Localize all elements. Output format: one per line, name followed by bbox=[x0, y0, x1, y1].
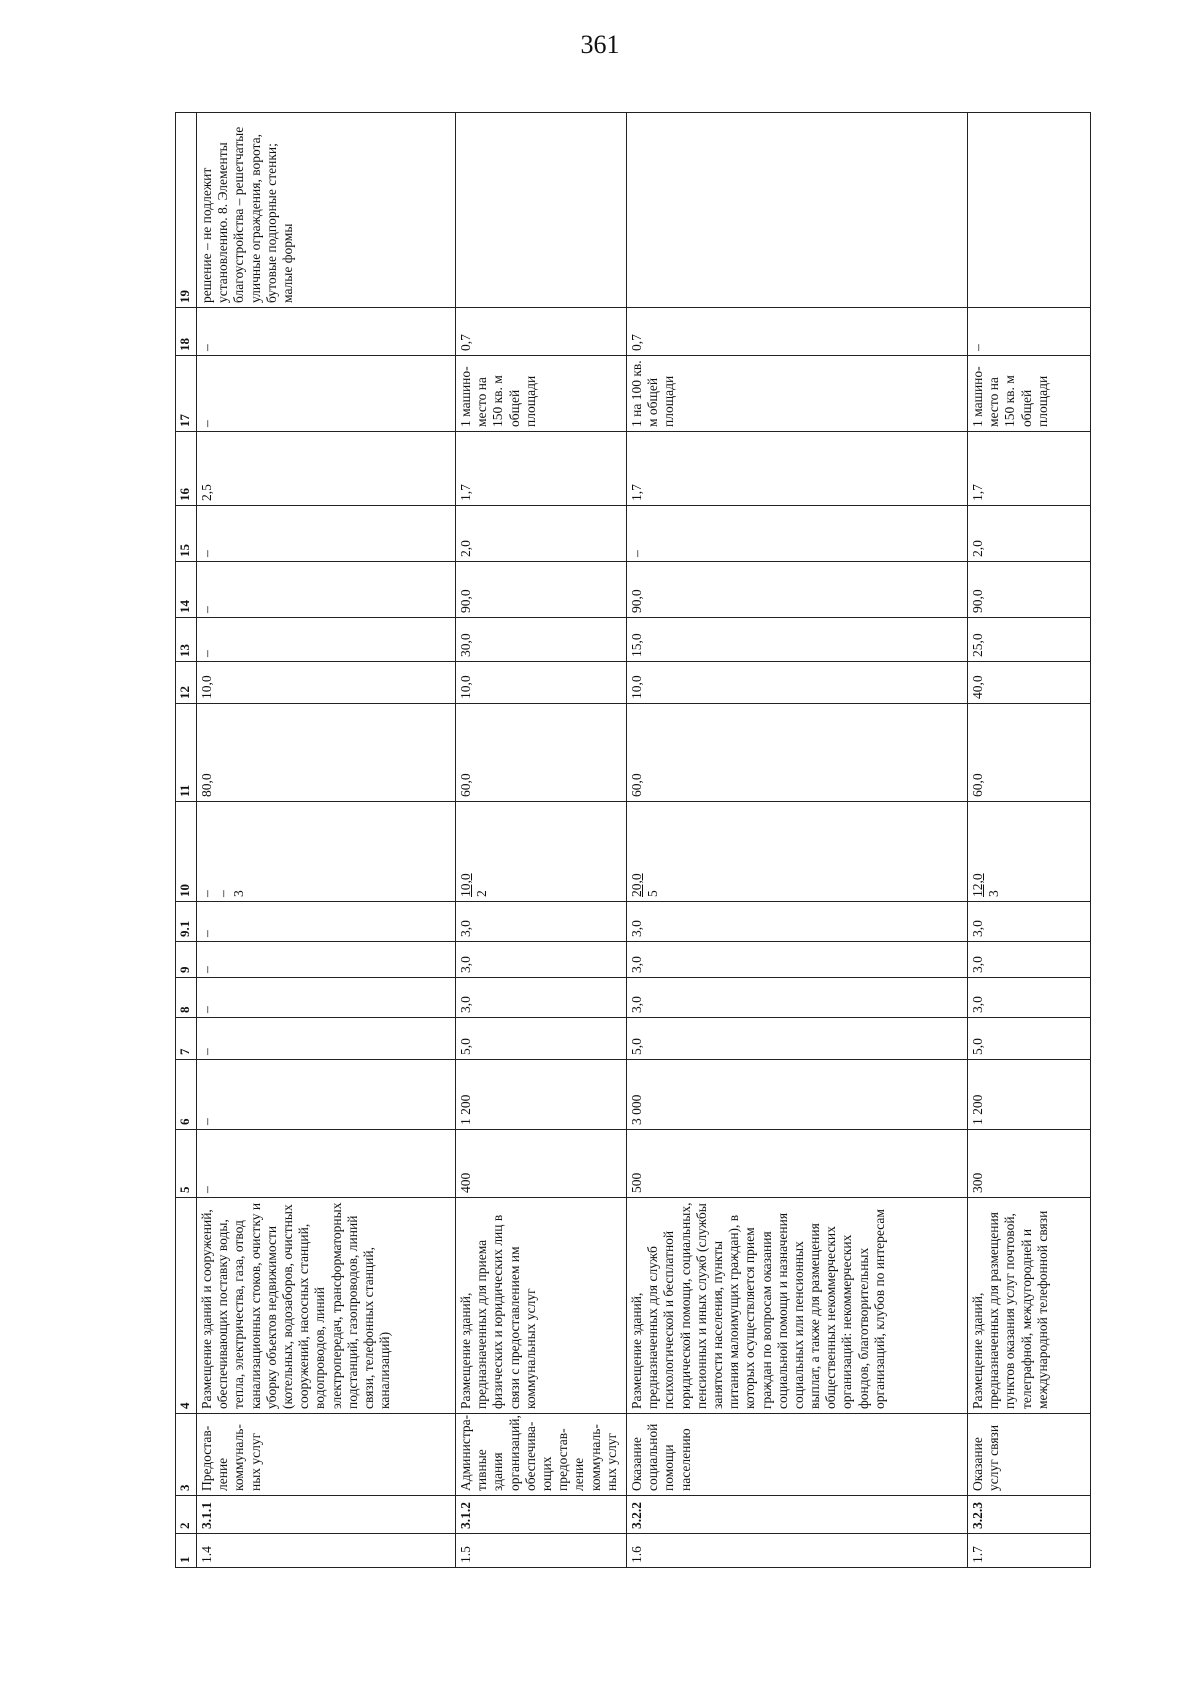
cell: – bbox=[197, 618, 456, 662]
fraction-denominator: 2 bbox=[474, 890, 490, 897]
cell: 10,0 bbox=[197, 662, 456, 704]
cell: 3,0 bbox=[968, 902, 1091, 942]
cell-stacked bbox=[197, 802, 456, 902]
column-header: 5 bbox=[176, 1130, 197, 1198]
cell: – bbox=[197, 902, 456, 942]
table-row bbox=[456, 113, 627, 1568]
cell: 2,0 bbox=[456, 506, 627, 562]
use-code: 3.1.1 bbox=[197, 1496, 456, 1534]
cell: 3,0 bbox=[456, 902, 627, 942]
use-description: Размещение зданий и сооружений, обеспечивающих поставку воды, тепла, электричества, газа, отвод канализационных стоков, очистку и уборку объектов недвижимости (котельных, водозаборов, очистных сооружений, насосных станций, водопроводов, линий электропередач, трансформаторных подстанций, газопроводов, линий связи, телефонных станций, канализаций) bbox=[197, 1198, 456, 1414]
cell: 1 машино-место на 150 кв. м общей площади bbox=[456, 356, 627, 432]
cell: – bbox=[197, 1130, 456, 1198]
cell: 5,0 bbox=[968, 1018, 1091, 1060]
cell: 1,7 bbox=[456, 432, 627, 506]
use-name: Оказание услуг связи bbox=[968, 1414, 1091, 1496]
cell: 90,0 bbox=[456, 562, 627, 618]
cell: 0,7 bbox=[627, 308, 968, 356]
cell: – bbox=[197, 506, 456, 562]
use-name: Администра-тивные здания организаций, обеспечива-ющих предостав-ление коммуналь-ных услуг bbox=[456, 1414, 627, 1496]
cell: 60,0 bbox=[968, 704, 1091, 802]
column-header: 10 bbox=[176, 802, 197, 902]
cell: – bbox=[197, 1060, 456, 1130]
cell: 1 200 bbox=[456, 1060, 627, 1130]
use-code: 3.2.3 bbox=[968, 1496, 1091, 1534]
header-row bbox=[176, 113, 197, 1568]
table-row bbox=[197, 113, 456, 1568]
fraction-numerator: 10,0 bbox=[458, 873, 473, 897]
cell: – bbox=[197, 1018, 456, 1060]
column-header: 15 bbox=[176, 506, 197, 562]
column-header: 19 bbox=[176, 113, 197, 308]
column-header: 9 bbox=[176, 942, 197, 978]
cell: 60,0 bbox=[456, 704, 627, 802]
column-header: 3 bbox=[176, 1414, 197, 1496]
cell: 10,0 bbox=[456, 662, 627, 704]
column-header: 7 bbox=[176, 1018, 197, 1060]
notes-cell bbox=[456, 113, 627, 308]
cell: 1 200 bbox=[968, 1060, 1091, 1130]
column-header: 11 bbox=[176, 704, 197, 802]
stacked-line: – bbox=[215, 890, 231, 897]
cell: – bbox=[197, 356, 456, 432]
cell: 3,0 bbox=[968, 978, 1091, 1018]
stacked-line: – bbox=[199, 890, 214, 897]
cell: 10,0 bbox=[627, 662, 968, 704]
cell: 3,0 bbox=[627, 978, 968, 1018]
column-header: 1 bbox=[176, 1534, 197, 1568]
fraction-numerator: 12,0 bbox=[970, 873, 985, 897]
regulations-table bbox=[175, 112, 1091, 1568]
column-header: 14 bbox=[176, 562, 197, 618]
cell: 40,0 bbox=[968, 662, 1091, 704]
cell: 1,7 bbox=[968, 432, 1091, 506]
rotated-table-container bbox=[175, 113, 1075, 1568]
cell-fraction bbox=[627, 802, 968, 902]
cell: 5,0 bbox=[627, 1018, 968, 1060]
cell: 3 000 bbox=[627, 1060, 968, 1130]
page-number: 361 bbox=[580, 30, 620, 59]
cell: 1 на 100 кв. м общей площади bbox=[627, 356, 968, 432]
cell: – bbox=[197, 562, 456, 618]
table-row bbox=[627, 113, 968, 1568]
notes-cell bbox=[968, 113, 1091, 308]
use-description: Размещение зданий, предназначенных для приема физических и юридических лиц в связи с предоставлением им коммунальных услуг bbox=[456, 1198, 627, 1414]
cell: 500 bbox=[627, 1130, 968, 1198]
column-header: 12 bbox=[176, 662, 197, 704]
column-header: 9.1 bbox=[176, 902, 197, 942]
notes-cell bbox=[627, 113, 968, 308]
cell: 90,0 bbox=[968, 562, 1091, 618]
cell: 80,0 bbox=[197, 704, 456, 802]
column-header: 4 bbox=[176, 1198, 197, 1414]
notes-cell: решение – не подлежит установлению. 8. Элементы благоустройства – решетчатые уличные ограждения, ворота, бутовые подпорные стенки; малые формы bbox=[197, 113, 456, 308]
use-name: Предостав-ление коммуналь-ных услуг bbox=[197, 1414, 456, 1496]
table-row bbox=[968, 113, 1091, 1568]
cell: 1,7 bbox=[627, 432, 968, 506]
row-number: 1.5 bbox=[456, 1534, 627, 1568]
cell: 25,0 bbox=[968, 618, 1091, 662]
cell: 3,0 bbox=[627, 902, 968, 942]
cell: 400 bbox=[456, 1130, 627, 1198]
cell: – bbox=[197, 978, 456, 1018]
fraction-numerator: 20,0 bbox=[629, 873, 644, 897]
cell: 3,0 bbox=[456, 978, 627, 1018]
row-number: 1.6 bbox=[627, 1534, 968, 1568]
use-code: 3.1.2 bbox=[456, 1496, 627, 1534]
use-code: 3.2.2 bbox=[627, 1496, 968, 1534]
cell: 0,7 bbox=[456, 308, 627, 356]
use-description: Размещение зданий, предназначенных для служб психологической и бесплатной юридической помощи, социальных, пенсионных и иных служб (службы занятости населения, пункты питания малоимущих граждан), в которых осуществляется прием граждан по вопросам оказания социальной помощи и назначения социальных или пенсионных выплат, а также для размещения общественных некоммерческих организаций: некоммерческих фондов, благотворительных организаций, клубов по интересам bbox=[627, 1198, 968, 1414]
column-header: 13 bbox=[176, 618, 197, 662]
cell-fraction bbox=[968, 802, 1091, 902]
cell: 60,0 bbox=[627, 704, 968, 802]
cell: 3,0 bbox=[456, 942, 627, 978]
column-header: 8 bbox=[176, 978, 197, 1018]
column-header: 2 bbox=[176, 1496, 197, 1534]
column-header: 6 bbox=[176, 1060, 197, 1130]
use-name: Оказание социальной помощи населению bbox=[627, 1414, 968, 1496]
cell: 300 bbox=[968, 1130, 1091, 1198]
fraction-denominator: 5 bbox=[645, 890, 661, 897]
row-number: 1.7 bbox=[968, 1534, 1091, 1568]
cell: 15,0 bbox=[627, 618, 968, 662]
cell: – bbox=[197, 308, 456, 356]
column-header: 17 bbox=[176, 356, 197, 432]
cell: – bbox=[968, 308, 1091, 356]
cell: 2,0 bbox=[968, 506, 1091, 562]
column-header: 16 bbox=[176, 432, 197, 506]
cell: – bbox=[197, 942, 456, 978]
fraction-denominator: 3 bbox=[986, 890, 1002, 897]
cell: 2,5 bbox=[197, 432, 456, 506]
cell: 30,0 bbox=[456, 618, 627, 662]
cell: 5,0 bbox=[456, 1018, 627, 1060]
stacked-line: 3 bbox=[231, 890, 247, 897]
row-number: 1.4 bbox=[197, 1534, 456, 1568]
cell: 90,0 bbox=[627, 562, 968, 618]
cell: 1 машино-место на 150 кв. м общей площади bbox=[968, 356, 1091, 432]
cell-fraction bbox=[456, 802, 627, 902]
cell: – bbox=[627, 506, 968, 562]
use-description: Размещение зданий, предназначенных для размещения пунктов оказания услуг почтовой, телеграфной, междугородней и международной телефонной связи bbox=[968, 1198, 1091, 1414]
cell: 3,0 bbox=[627, 942, 968, 978]
column-header: 18 bbox=[176, 308, 197, 356]
cell: 3,0 bbox=[968, 942, 1091, 978]
